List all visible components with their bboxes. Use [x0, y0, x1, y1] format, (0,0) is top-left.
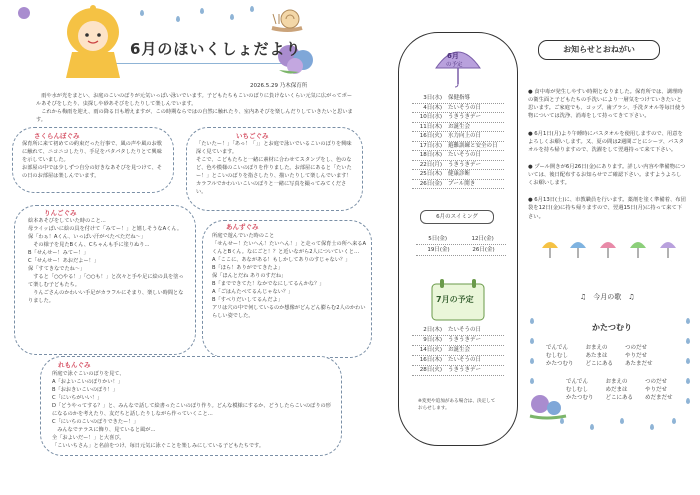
schedule-row: 11日(木) お誕生会 — [412, 123, 504, 133]
raindrop-icon — [530, 338, 534, 344]
class-name-sakura: さくらんぼぐみ — [34, 132, 80, 140]
june-schedule-list — [412, 94, 504, 189]
calendar-badge-top: 6月 — [447, 52, 459, 60]
raindrop-icon — [250, 6, 254, 12]
schedule-row: 16日(木) たいそうの日 — [412, 356, 504, 366]
raindrop-icon — [530, 358, 534, 364]
july-schedule-list — [412, 326, 504, 376]
class-text-ichigo: 「たいたー！」「あっ！「」」とお庭で泳いでいるこいのぼりを興味深く見ています。 そこで、こどもたちと一緒に素材に合わせてスタンプをし、色のなど、色や模様のこいのぼりを作りました。お部屋にあると「たいたー！」とこいのぼりを指さしたり、描いたりして楽しんでいます！ カラフルでかわいいこいのぼりと一緒に写真を撮ってみてください。 — [196, 141, 352, 195]
raindrop-icon — [200, 8, 204, 14]
swimming-dates — [416, 234, 506, 256]
raindrop-icon — [620, 418, 624, 424]
raindrop-icon — [686, 378, 690, 384]
class-name-ringo: りんごぐみ — [44, 209, 77, 217]
schedule-row: 2日(木) たいそうの日 — [412, 326, 504, 336]
song-verse-1: でんでん むしむし かたつむり おまえの あたまは どこにある つのだせ やりだせ あたまだせ — [546, 345, 653, 367]
class-text-sakura: 保育所に来て初めての約束だった行事で、風の声や風のお歌に触れて、ニコニコしたり、手足をパタパタしたりとて興味を示していました。 お部屋の中では少しずつ自分の好きなあそびを見つけて、その日のお部屋は楽しんでいます。 — [22, 141, 162, 179]
song-header: ♫ 今月の歌 ♫ — [580, 293, 635, 301]
schedule-row: 3日(水) 保健指導 — [412, 94, 504, 104]
raincoat-child-illustration — [58, 4, 128, 82]
schedule-row: 25日(木) 健康診断 — [412, 170, 504, 180]
schedule-row: 16日(火) 水力向上の日 — [412, 132, 504, 142]
raindrop-icon — [230, 14, 234, 20]
schedule-row: 28日(火) うきうきデー — [412, 366, 504, 376]
notice-item: ● 6月13日(土)に、市教職員を行います。薬剤を塗く準備着、布団袋を12日(金)に持ち帰りますので、翌週15日(月)に持って来て下さい。 — [528, 197, 686, 220]
hydrangea-icon — [17, 6, 31, 20]
raindrop-icon — [672, 418, 676, 424]
snail-hydrangea-illustration — [528, 390, 568, 420]
schedule-row: 4日(木) たいそうの日 — [412, 104, 504, 114]
raindrop-icon — [176, 16, 180, 22]
raindrop-icon — [686, 398, 690, 404]
page-title: 6月のほいくしょだより — [130, 40, 302, 58]
schedule-row: 17日(水) 避難訓練と安全の日 — [412, 142, 504, 152]
raindrop-icon — [530, 318, 534, 324]
raindrop-icon — [140, 10, 144, 16]
snail-illustration — [268, 4, 304, 34]
schedule-row: 26日(金) プール開き — [412, 180, 504, 190]
song-title: かたつむり — [592, 323, 632, 332]
class-name-ichigo: いちごぐみ — [236, 132, 269, 140]
raindrop-icon — [590, 424, 594, 430]
schedule-row: 22日(月) うきうきデー — [412, 161, 504, 171]
notices-title: お知らせとおねがい — [538, 40, 660, 60]
swim-row: 19日(金) 26日(金) — [416, 245, 506, 256]
swim-row: 5日(金) 12日(金) — [416, 234, 506, 245]
song-verse-2: でんでん むしむし かたつむり おまえの めだまは どこにある つのだせ やりだせ めだまだせ — [566, 379, 673, 401]
raindrop-icon — [686, 318, 690, 324]
raindrop-icon — [560, 418, 564, 424]
class-name-remon: れもんぐみ — [58, 361, 91, 369]
notice-item: ● 食中毒が発生しやすい時期となりました。保育所では、調理時の衛生面と子どもたちの手洗いにより一層気をつけていきたいと思います。ご家庭でも、コップ、歯ブラシ、手洗タオル等毎日使う物については洗浄、消毒をして持ってきて下さい。 — [528, 89, 686, 120]
schedule-row: 14日(火) お誕生会 — [412, 346, 504, 356]
schedule-row: 18日(木) たいそうの日 — [412, 151, 504, 161]
class-name-anzu: あんずぐみ — [226, 223, 259, 231]
raindrop-icon — [530, 378, 534, 384]
july-note: ※変更や追加がある場合は、決定しておらせします。 — [418, 399, 496, 411]
notices-list — [528, 80, 686, 229]
raindrop-icon — [650, 424, 654, 430]
class-text-anzu: 所庭で遊んでいた時のこと 「せんせー！たいへん！たいへん！」と走って保育士の所へ来るAくんとBくん。なにごと！？と近いながら2人についていくと… A「ここに、あながある！もしかしてありのすじゃない？」 B「ほら！ありがでてきたよ」 保「ほんとだね ありのすだね」 B「までできてた！なかでなにしてるんかな？」 A「ごはんたべてるんじゃない？」 B「すべりだいしてるんだよ」 アリは穴の中で何しているのか想像がどんどん膨らむ2人のかわいらしい姿でした。 — [212, 233, 366, 319]
class-text-remon: 所庭で泳ぐこいのぼりを見て、 A「およいこいのぼりかい！」 B「おおきいこいのぼり！」 C「にいちがいい！」 D「どうやってする？」と、みんなで話して絵書ったこいのぼり作り。どんな模様にするか、どうしたらこいのぼりの形になるのかを考えたり、友だちと話したりしながら作っていくこと… C「にいちのこいのぼりできたー！」 みんなでテラスに飾り、見ていると風が… 全「およいだー！」と大喜び。 「こいいちさん」と名前をつけ、毎日元気に泳ぐことを楽しみにしている子どもたちです。 — [52, 371, 331, 449]
schedule-row: 10日(水) うきうきデー — [412, 113, 504, 123]
swimming-title: 6月のスイミング — [420, 210, 494, 224]
intro-text: 雨や水が光をまとい、お庭のこいのぼりが元気いっぱい泳いでいます。子どもたちもこいのぼりに負けないくらい元気に広がってボールあそびをしたり、虫探しや砂あそびをしたりして楽しんでいます。 これから梅雨を迎え、雨の降る日も増えますが、この時期ならではの自然に触れたり、室内あそびを楽しんだりしていきたいと思います。 — [36, 93, 353, 123]
notice-item: ● 6月1日(月)より午睡時にバスタオルを使用しますので、用意をよろしくお願いします。又、夏の間は2週間ごとにシーツ、バスタオルを持ち帰りますので、洗濯をして翌週持って来て下さい。 — [528, 130, 684, 153]
raindrop-icon — [686, 338, 690, 344]
july-badge-label: 7月の予定 — [436, 295, 474, 304]
raindrop-icon — [686, 358, 690, 364]
calendar-badge-bottom: の予定 — [446, 62, 463, 68]
notice-item: ● プール開きが6月26日(金)にあります。詳しい内容や準備物については、後日配布するお知らせでご確認下さい。ますようよろしくお願いします。 — [528, 163, 686, 187]
class-text-ringo: 絵本あそびをしていた時のこと… 母ライッぱいに絵の具を付けて「みてー！」と嬉しそうなAくん。 保「わぁ！Aくん、いっぱい汗がべたべただね～」 その様子を見たBくん、Cちゃんも手に塗りぬり… B「せんせー！みてー！」 C「せんせー！あおだよー！」 保「すてきなでたね～」 すると「○○やる！」「○○も！」と次々と手や足に絵の具を塗って楽しむ子どもたち。 りんごさんのかわいい手足がカラフルにそまり、楽しい時間となりました。 — [28, 218, 184, 304]
schedule-row: 9日(木) うきうきデー — [412, 336, 504, 346]
publish-date: 2026.5.29 乃木保育所 — [250, 83, 308, 89]
umbrella-row-illustration — [540, 236, 690, 260]
